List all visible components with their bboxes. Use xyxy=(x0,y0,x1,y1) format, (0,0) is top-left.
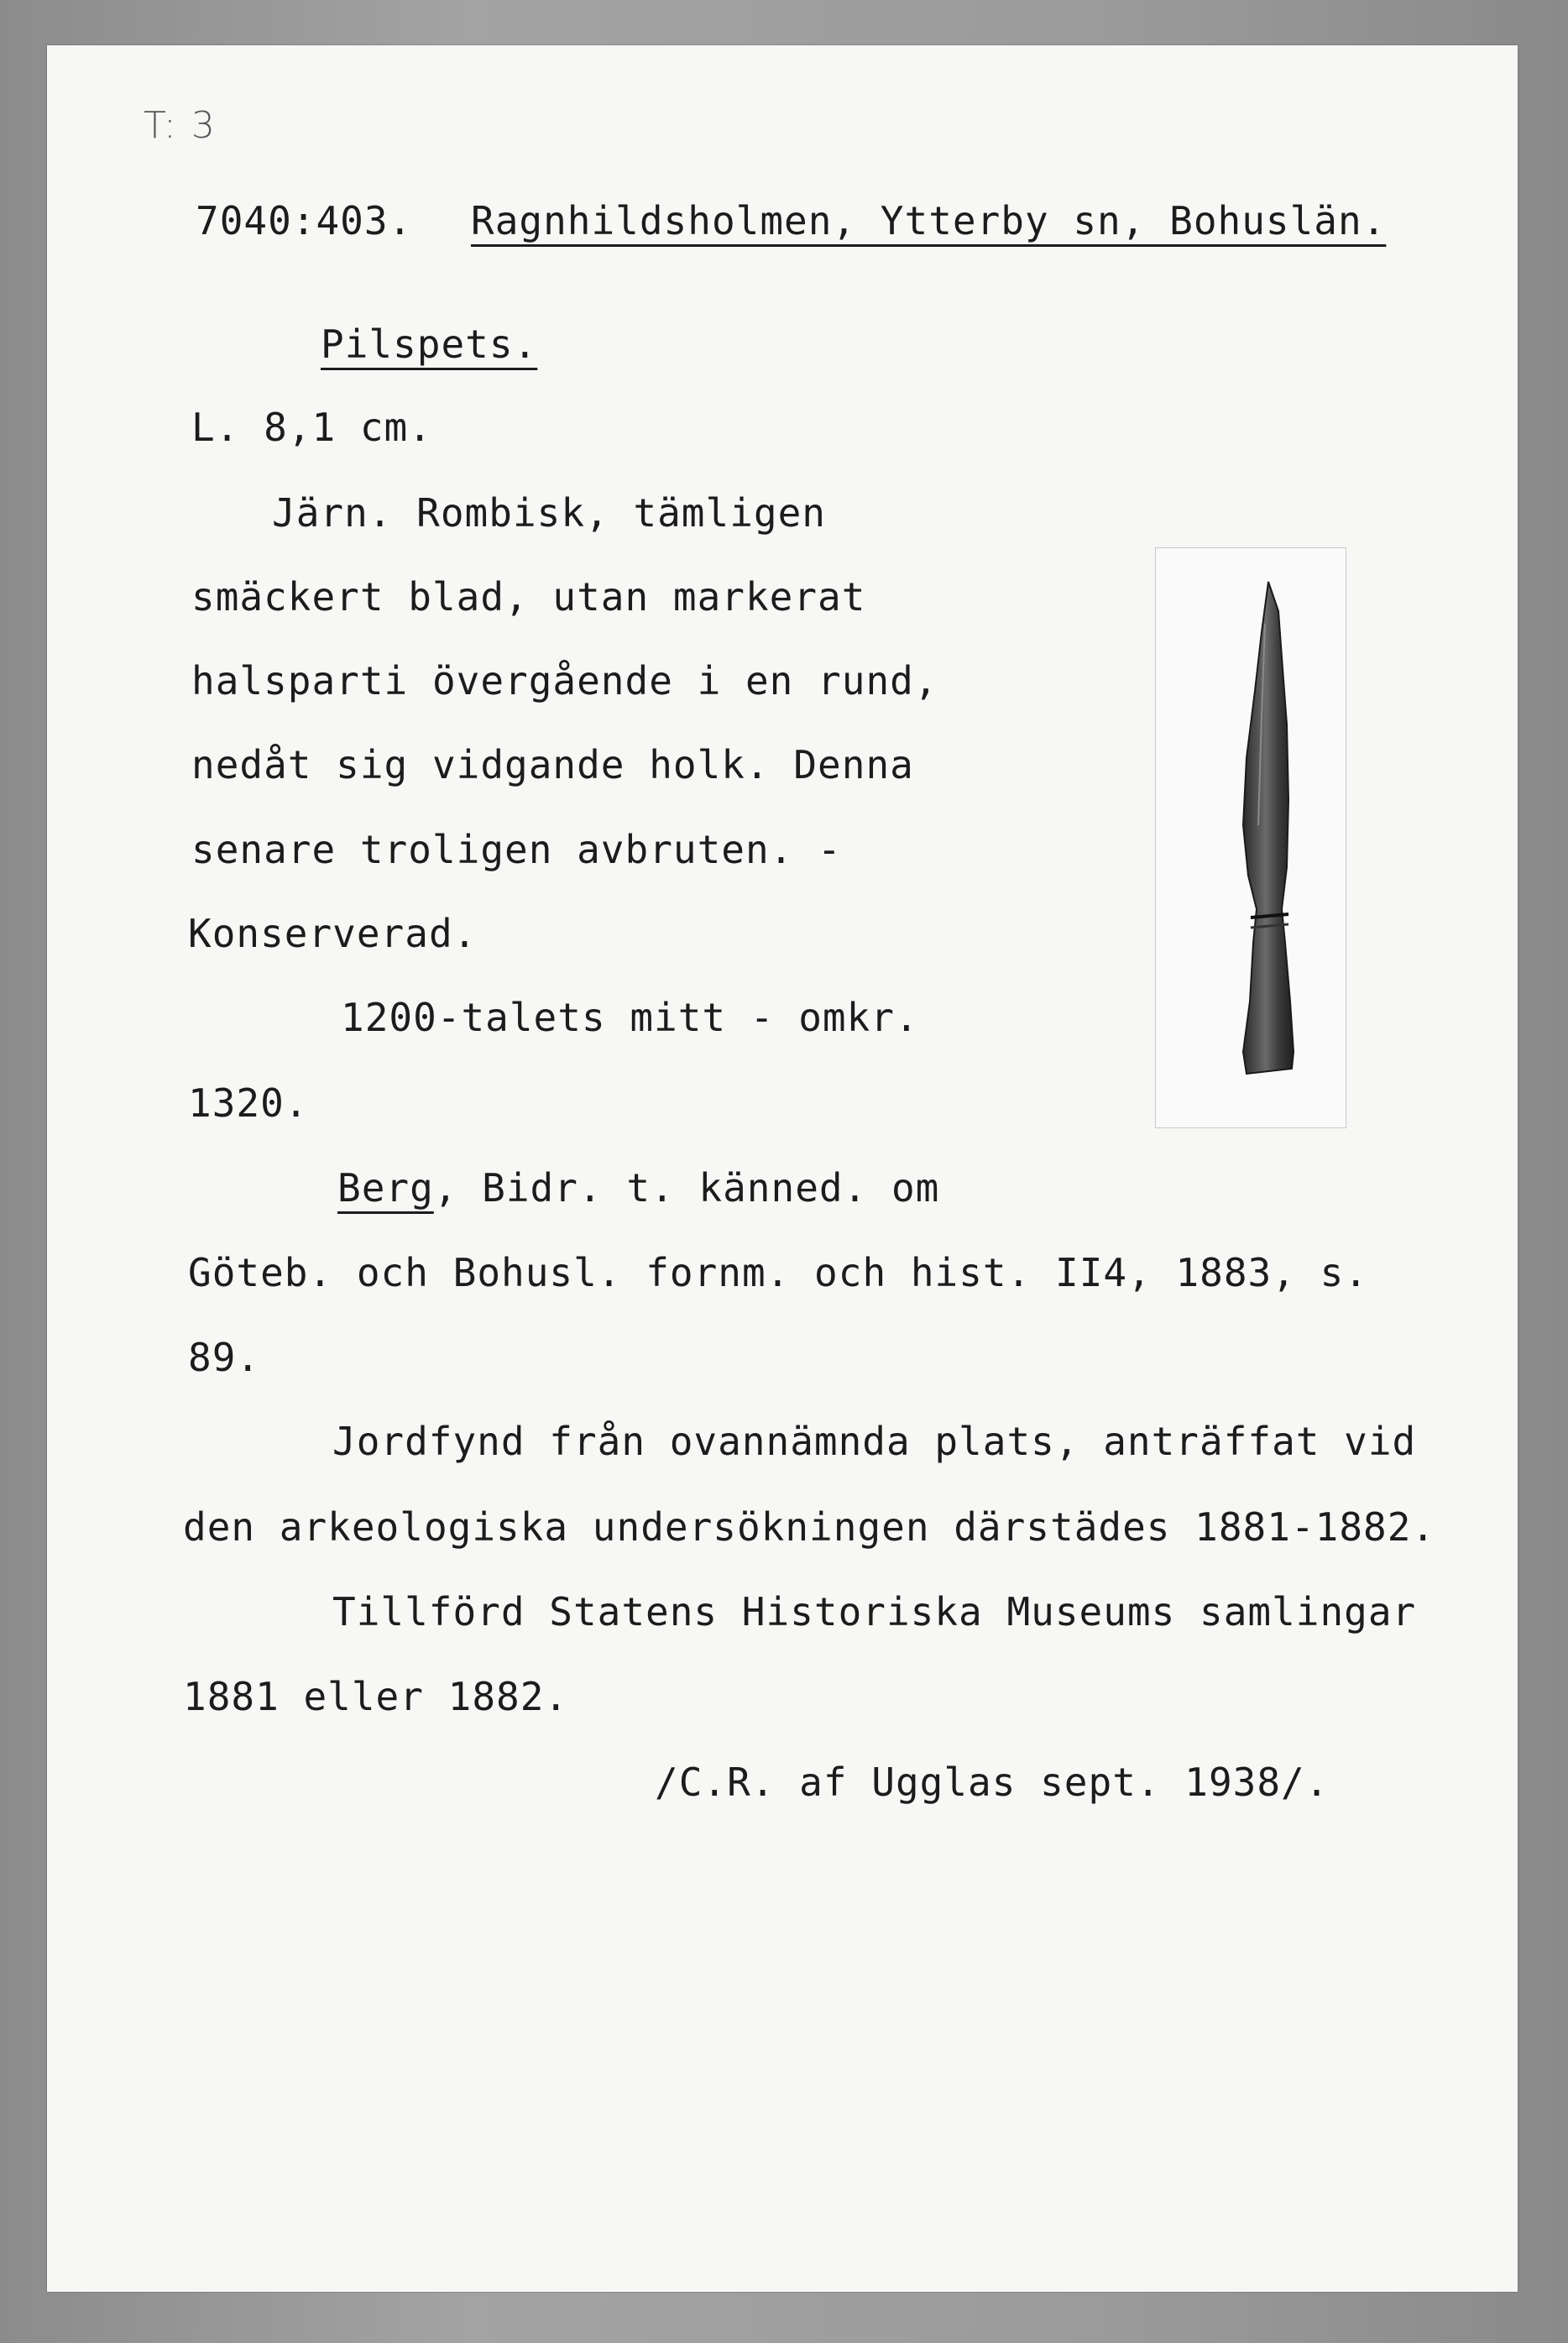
catalog-number: 7040:403. xyxy=(196,198,413,243)
dating-line: 1320. xyxy=(188,1080,309,1126)
arrowhead-photo xyxy=(1155,547,1346,1128)
signature: /C.R. af Ugglas sept. 1938/. xyxy=(655,1760,1330,1805)
description-line: Järn. Rombisk, tämligen xyxy=(272,490,826,536)
reference-line: Göteb. och Bohusl. fornm. och hist. II4, 1883, s. xyxy=(188,1250,1369,1295)
reference-title: , Bidr. t. känned. om xyxy=(433,1165,940,1211)
find-circumstance-line: den arkeologiska undersökningen därstädes 1881-1882. xyxy=(183,1504,1436,1550)
reference-author: Berg xyxy=(337,1165,434,1211)
object-length: L. 8,1 cm. xyxy=(191,405,432,450)
find-location: Ragnhildsholmen, Ytterby sn, Bohuslän. xyxy=(471,198,1387,243)
catalog-card xyxy=(47,45,1518,2292)
reference-line xyxy=(337,1165,940,1211)
description-line: nedåt sig vidgande holk. Denna xyxy=(191,742,914,787)
dating-line: 1200-talets mitt - omkr. xyxy=(341,995,919,1040)
arrowhead-icon xyxy=(1156,548,1346,1127)
find-circumstance-line: Jordfynd från ovannämnda plats, anträffat vid xyxy=(332,1419,1417,1464)
acquisition-line: Tillförd Statens Historiska Museums samlingar xyxy=(332,1589,1417,1634)
description-line: senare troligen avbruten. - xyxy=(191,827,842,872)
description-line: Konserverad. xyxy=(188,911,478,956)
description-line: halsparti övergående i en rund, xyxy=(191,658,938,703)
handwritten-mark: T: 3 xyxy=(144,104,217,147)
acquisition-line: 1881 eller 1882. xyxy=(183,1674,569,1719)
reference-line: 89. xyxy=(188,1335,261,1380)
object-name: Pilspets. xyxy=(321,322,538,367)
description-line: smäckert blad, utan markerat xyxy=(191,574,866,620)
